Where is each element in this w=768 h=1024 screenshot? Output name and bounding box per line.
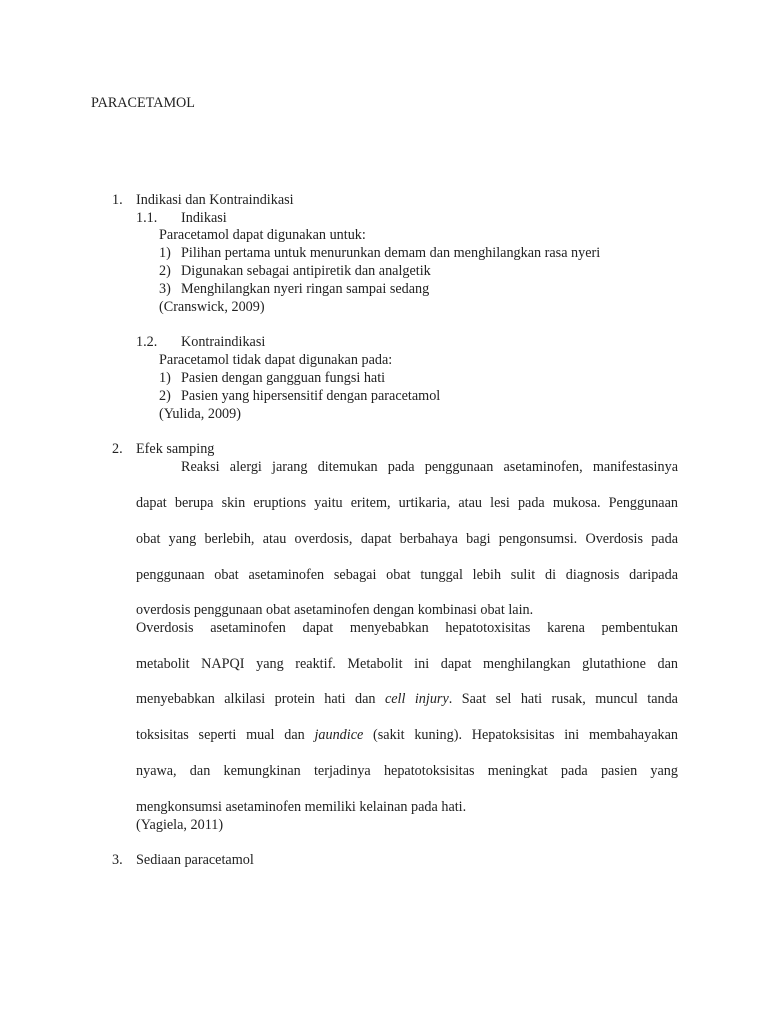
text-run: (sakit kuning). Hepatoksisitas ini membahayakan — [363, 727, 678, 743]
paragraph-line — [136, 690, 678, 708]
paragraph-line: nyawa, dan kemungkinan terjadinya hepatotoksisitas meningkat pada pasien yang — [136, 763, 678, 779]
paragraph-line: dapat berupa skin eruptions yaitu eritem, urtikaria, atau lesi pada mukosa. Penggunaan — [136, 495, 678, 511]
list-item: Menghilangkan nyeri ringan sampai sedang — [181, 281, 430, 297]
paragraph-line — [136, 726, 678, 744]
list-item-number: 2) — [159, 388, 171, 404]
paragraph-line: penggunaan obat asetaminofen sebagai obat tunggal lebih sulit di diagnosis daripada — [136, 567, 678, 583]
text-run: . Saat sel hati rusak, muncul tanda — [448, 691, 678, 707]
section-2-number: 2. — [112, 441, 123, 457]
paragraph-line: Reaksi alergi jarang ditemukan pada penggunaan asetaminofen, manifestasinya — [181, 459, 678, 475]
document-title: PARACETAMOL — [91, 95, 195, 111]
paragraph-line: metabolit NAPQI yang reaktif. Metabolit ini dapat menghilangkan glutathione dan — [136, 656, 678, 672]
list-item-number: 3) — [159, 281, 171, 297]
paragraph-line: Overdosis asetaminofen dapat menyebabkan hepatotoxisitas karena pembentukan — [136, 620, 678, 636]
list-item-number: 2) — [159, 263, 171, 279]
subsection-1-2-heading: Kontraindikasi — [181, 334, 266, 350]
paragraph-line: mengkonsumsi asetaminofen memiliki kelainan pada hati. — [136, 799, 467, 815]
citation: (Cranswick, 2009) — [159, 299, 265, 315]
indikasi-intro: Paracetamol dapat digunakan untuk: — [159, 227, 366, 243]
section-1-heading: Indikasi dan Kontraindikasi — [136, 192, 294, 208]
list-item-number: 1) — [159, 370, 171, 386]
list-item-number: 1) — [159, 245, 171, 261]
list-item: Pasien dengan gangguan fungsi hati — [181, 370, 386, 386]
list-item: Pilihan pertama untuk menurunkan demam dan menghilangkan rasa nyeri — [181, 245, 601, 261]
kontraindikasi-intro: Paracetamol tidak dapat digunakan pada: — [159, 352, 393, 368]
subsection-1-1-number: 1.1. — [136, 210, 158, 226]
list-item: Pasien yang hipersensitif dengan paracetamol — [181, 388, 441, 404]
list-item: Digunakan sebagai antipiretik dan analgetik — [181, 263, 431, 279]
paragraph-line: overdosis penggunaan obat asetaminofen dengan kombinasi obat lain. — [136, 602, 534, 618]
italic-term: cell injury — [384, 691, 449, 707]
section-1-number: 1. — [112, 192, 123, 208]
citation: (Yagiela, 2011) — [136, 817, 224, 833]
subsection-1-1-heading: Indikasi — [181, 210, 227, 226]
citation: (Yulida, 2009) — [159, 406, 241, 422]
subsection-1-2-number: 1.2. — [136, 334, 158, 350]
italic-term: jaundice — [314, 727, 364, 743]
section-2-heading: Efek samping — [136, 441, 215, 457]
text-run: menyebabkan alkilasi protein hati dan — [136, 691, 385, 707]
section-3-heading: Sediaan paracetamol — [136, 852, 254, 868]
text-run: toksisitas seperti mual dan — [136, 727, 315, 743]
section-3-number: 3. — [112, 852, 123, 868]
paragraph-line: obat yang berlebih, atau overdosis, dapat berbahaya bagi pengonsumsi. Overdosis pada — [136, 531, 678, 547]
